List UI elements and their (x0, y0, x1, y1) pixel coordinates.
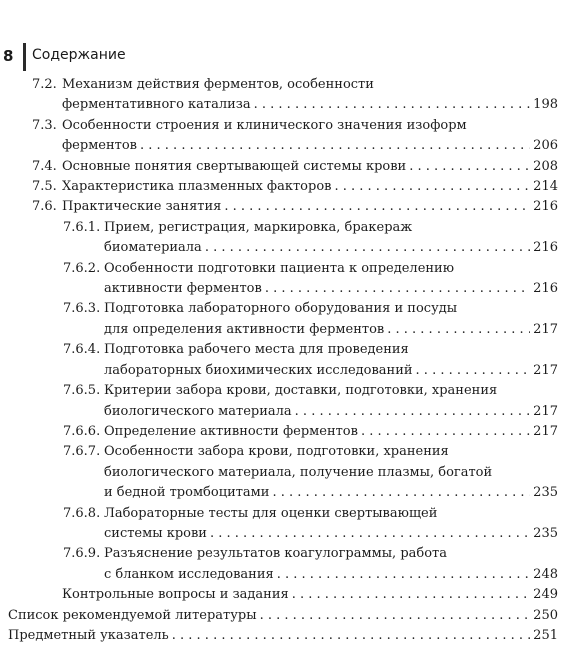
toc-page-number: 235 (533, 525, 558, 541)
dot-leader (277, 565, 530, 585)
toc-entry (0, 585, 563, 605)
toc-entry-title-line: лабораторных биохимических исследований (104, 362, 413, 378)
dot-leader (292, 585, 530, 605)
toc-entry-title-line: ферментативного катализа (62, 97, 251, 113)
toc-page-number: 217 (533, 403, 558, 419)
page-number: 8 (3, 47, 14, 65)
toc-entry-title-line: Прием, регистрация, маркировка, бракераж (104, 219, 413, 235)
toc-entry (0, 626, 563, 646)
toc-entry-title-line: Разъяснение результатов коагулограммы, работа (104, 546, 447, 562)
toc-entry-number: 7.6.9. (63, 546, 101, 562)
toc-entry-number: 7.6.8. (63, 505, 101, 521)
toc-entry-number: 7.6.5. (63, 383, 101, 399)
toc-entry-title-line: активности ферментов (104, 281, 262, 297)
toc-entry-title-line: Лабораторные тесты для оценки свертывающей (104, 505, 438, 521)
toc-page-number: 216 (533, 199, 558, 215)
toc-entry-number: 7.6.6. (63, 423, 101, 439)
toc-page-number: 249 (533, 587, 558, 603)
toc-page-number: 206 (533, 138, 558, 154)
toc-page-number: 198 (533, 97, 558, 113)
toc-entry (0, 116, 563, 157)
toc-page-number: 214 (533, 179, 558, 195)
toc-entry-number: 7.5. (32, 179, 57, 195)
toc-entry (0, 259, 563, 300)
toc-entry (0, 197, 563, 217)
toc-entry-number: 7.6.1. (63, 219, 101, 235)
toc-entry (0, 422, 563, 442)
toc-entry-title-line: Особенности подготовки пациента к определению (104, 260, 455, 276)
dot-leader (254, 95, 531, 115)
dot-leader (387, 320, 530, 340)
toc-page-number: 217 (533, 362, 558, 378)
toc-entry-title-line: биоматериала (104, 240, 202, 256)
dot-leader (224, 197, 530, 217)
toc-entry-title-line: биологического материала (104, 403, 292, 419)
toc-entry (0, 442, 563, 503)
toc-page-number: 208 (533, 158, 558, 174)
dot-leader (260, 606, 531, 626)
toc-entry-title-line: и бедной тромбоцитами (104, 485, 270, 501)
toc-entry-title-line: Подготовка лабораторного оборудования и посуды (104, 301, 458, 317)
toc-entry-number: 7.6.4. (63, 342, 101, 358)
dot-leader (210, 524, 530, 544)
toc-page-number: 250 (533, 607, 558, 623)
dot-leader (272, 483, 530, 503)
dot-leader (172, 626, 530, 646)
toc-entry-title-line: для определения активности ферментов (104, 321, 385, 337)
toc-entry-title-line: Критерии забора крови, доставки, подготовки, хранения (104, 383, 498, 399)
toc-entry (0, 504, 563, 545)
toc-entry-number: 7.6.2. (63, 260, 101, 276)
dot-leader (409, 157, 530, 177)
toc-entry-number: 7.3. (32, 117, 57, 133)
dot-leader (265, 279, 530, 299)
toc-entry-title-line: Практические занятия (62, 199, 222, 215)
toc-entry-title-line: системы крови (104, 525, 207, 541)
toc-entry-title-line: ферментов (62, 138, 137, 154)
toc-entry (0, 177, 563, 197)
section-title: Содержание (32, 47, 126, 63)
header-rule (23, 43, 26, 71)
toc-entry-number: 7.2. (32, 77, 57, 92)
toc-page-number: 235 (533, 485, 558, 501)
toc-entry-title-line: Особенности строения и клинического значения изоформ (62, 117, 467, 133)
toc-entry-title-line: Подготовка рабочего места для проведения (104, 342, 409, 358)
toc-entry (0, 606, 563, 626)
toc-entry-number: 7.6.3. (63, 301, 101, 317)
toc-page-number: 217 (533, 423, 558, 439)
running-header (0, 43, 300, 71)
dot-leader (140, 136, 530, 156)
toc-page-number: 216 (533, 240, 558, 256)
toc-entry-number: 7.6. (32, 199, 57, 215)
toc-entry (0, 299, 563, 340)
toc-entry (0, 544, 563, 585)
dot-leader (205, 238, 530, 258)
toc-entry-title-line: с бланком исследования (104, 566, 274, 582)
toc-entry-title-line: биологического материала, получение плазмы, богатой (104, 464, 493, 480)
toc-entry-title-line: Характеристика плазменных факторов (62, 179, 332, 195)
toc-entry-title-line: Список рекомендуемой литературы (8, 607, 257, 623)
dot-leader (295, 402, 531, 422)
dot-leader (334, 177, 530, 197)
toc-entry-number: 7.4. (32, 158, 57, 174)
toc-page-number: 251 (533, 627, 558, 643)
toc-entry (0, 75, 563, 116)
toc-entry-number: 7.6.7. (63, 444, 101, 460)
toc-entry (0, 157, 563, 177)
table-of-contents (0, 75, 563, 646)
toc-entry-title-line: Основные понятия свертывающей системы крови (62, 158, 407, 174)
toc-page-number: 216 (533, 281, 558, 297)
dot-leader (416, 361, 531, 381)
toc-page-number: 248 (533, 566, 558, 582)
toc-entry (0, 218, 563, 259)
dot-leader (361, 422, 530, 442)
toc-page-number: 217 (533, 321, 558, 337)
toc-entry-title-line: Определение активности ферментов (104, 423, 358, 439)
toc-entry (0, 340, 563, 381)
toc-entry-title-line: Механизм действия ферментов, особенности (62, 77, 374, 92)
toc-entry-title-line: Особенности забора крови, подготовки, хранения (104, 444, 449, 460)
toc-entry-title-line: Контрольные вопросы и задания (62, 587, 289, 603)
toc-entry (0, 381, 563, 422)
toc-entry-title-line: Предметный указатель (8, 627, 169, 643)
